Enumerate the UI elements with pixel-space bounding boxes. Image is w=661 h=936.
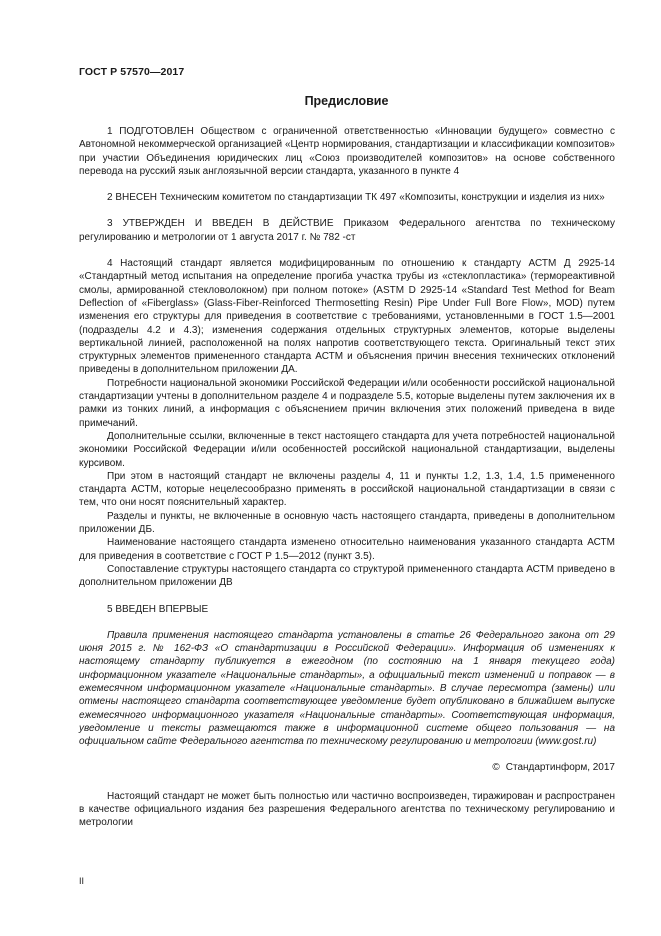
item-4-excluded-sections: При этом в настоящий стандарт не включены разделы 4, 11 и пункты 1.2, 1.3, 1.4, 1.5 примененного стандарта АСТМ, которые нецелесообразно применять в российской национальной стандартизации в связи с тем, что они носят пояснительный характер. <box>79 470 615 509</box>
item-1-prepared: 1 ПОДГОТОВЛЕН Обществом с ограниченной ответственностью «Инновации будущего» совместно с Автономной некоммерческой организацией «Центр нормирования, стандартизации и классификации композитов» при участии Объединения юридических лиц «Союз производителей композитов» на основе собственного перевода на русский язык англоязычной версии стандарта, указанного в пункте 4 <box>79 126 615 177</box>
item-4-additional-refs: Дополнительные ссылки, включенные в текст настоящего стандарта для учета потребностей национальной экономики Российской Федерации и/или особенностей российской национальной стандартизации, выделены курсивом. <box>79 430 615 469</box>
copyright-line <box>79 761 615 774</box>
page-title: Предисловие <box>304 94 389 108</box>
reproduction-notice: Настоящий стандарт не может быть полностью или частично воспроизведен, тиражирован и распространен в качестве официального издания без разрешения Федерального агентства по техническому регулированию и метрологии <box>79 790 615 829</box>
copyright-text: Стандартинформ, 2017 <box>505 762 615 774</box>
copyright-symbol: © <box>492 762 500 774</box>
item-4-name-changed: Наименование настоящего стандарта изменено относительно наименования указанного стандарта АСТМ для приведения в соответствие с ГОСТ Р 1.5—2012 (пункт 3.5). <box>79 537 615 562</box>
item-4-appendix-db: Разделы и пункты, не включенные в основную часть настоящего стандарта, приведены в дополнительном приложении ДБ. <box>79 510 615 536</box>
item-4-structure-comparison: Сопоставление структуры настоящего стандарта со структурой примененного стандарта АСТМ приведено в дополнительном приложении ДВ <box>79 563 615 589</box>
item-2-introduced: 2 ВНЕСЕН Техническим комитетом по стандартизации ТК 497 «Композиты, конструкции и изделия из них» <box>107 192 605 204</box>
rules-note: Правила применения настоящего стандарта установлены в статье 26 Федерального закона от 29 июня 2015 г. № 162-ФЗ «О стандартизации в Российской Федерации». Информация об изменениях к настоящему стандарту публикуется в ежегодном (по состоянию на 1 января текущего года) информационном указателе «Национальные стандарты», а официальный текст изменений и поправок — в ежемесячном информационном указателе «Национальные стандарты». В случае пересмотра (замены) или отмены настоящего стандарта соответствующее уведомление будет опубликовано в ближайшем выпуске ежемесячного информационного указателя «Национальные стандарты». Соответствующая информация, уведомление и тексты размещаются также в информационной системе общего пользования — на официальном сайте Федерального агентства по техническому регулированию и метрологии (www.gost.ru) <box>79 629 615 748</box>
page-number: II <box>79 876 85 886</box>
preface-body <box>79 125 615 830</box>
item-3-approved: 3 УТВЕРЖДЕН И ВВЕДЕН В ДЕЙСТВИЕ Приказом Федерального агентства по техническому регулированию и метрологии от 1 августа 2017 г. № 782 -ст <box>79 218 615 243</box>
document-header: ГОСТ Р 57570—2017 <box>79 66 185 78</box>
item-4-national-needs: Потребности национальной экономики Российской Федерации и/или особенности российской национальной стандартизации учтены в дополнительном разделе 4 и подразделе 5.5, которые выделены путем заключения их в рамки из тонких линий, а информация с объяснением причин включения этих положений приведена в виде примечаний. <box>79 377 615 429</box>
item-5-first-introduced: 5 ВВЕДЕН ВПЕРВЫЕ <box>107 603 209 615</box>
item-4-modified: 4 Настоящий стандарт является модифицированным по отношению к стандарту АСТМ Д 2925-14 «Стандартный метод испытания на определение прогиба участка трубы из «стеклопластика» (термореактивной смолы, армированной стекловолокном) при полном потоке» (ASTM D 2925-14 «Standard Test Method for Beam Deflection of «Fiberglass» (Glass-Fiber-Reinforced Thermosetting Resin) Pipe Under Full Bore Flow», MOD) путем изменения его структуры для приведения в соответствие с требованиями, установленными в ГОСТ 1.5—2001 (подразделы 4.2 и 4.3); изменения содержания отдельных структурных элементов, которые выделены вертикальной линией, расположенной на полях напротив соответствующего текста. Оригинальный текст этих структурных элементов примененного стандарта АСТМ и объяснения причин внесения технических отклонений приведены в дополнительном приложении ДА. <box>79 258 615 376</box>
